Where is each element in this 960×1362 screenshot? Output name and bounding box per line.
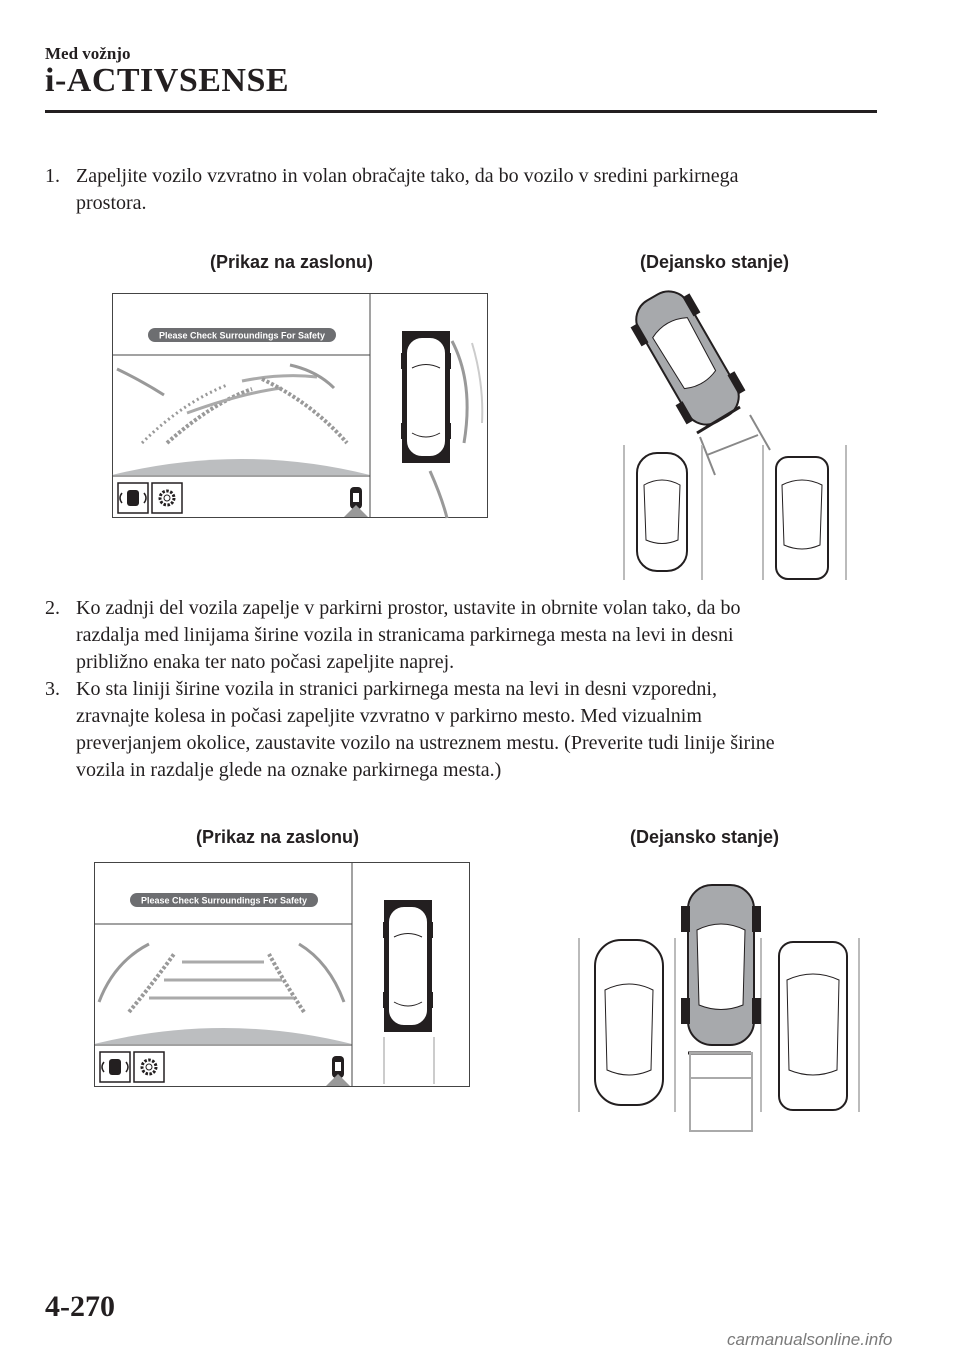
safety-banner: Please Check Surroundings For Safety [158, 330, 326, 341]
header-rule [45, 110, 877, 113]
figure-1-actual-situation [610, 275, 860, 585]
step-number: 2. [45, 597, 60, 619]
figure-2-screen-label: (Prikaz na zaslonu) [196, 827, 360, 847]
figure-1-actual-label: (Dejansko stanje) [640, 252, 790, 272]
step-text: Ko sta liniji širine vozila in stranici parkirnega mesta na levi in desni vzporedni, zravnajte kolesa in počasi zapeljite vzvratno v parkirno mesto. Med vizualnim preverjanjem okolice, zaustavite vozilo na ustreznem mestu. (Preverite tudi linije širine vozila in razdalje glede na oznake parkirnega mesta.) [76, 678, 775, 781]
figure-1-screen-label: (Prikaz na zaslonu) [210, 252, 374, 272]
chapter-title: i-ACTIVSENSE [45, 62, 290, 99]
step-3 [45, 676, 875, 784]
settings-gear-icon [134, 1052, 164, 1082]
parking-sensor-icon [118, 483, 148, 513]
step-text: Zapeljite vozilo vzvratno in volan obračajte tako, da bo vozilo v sredini parkirnega prostora. [76, 165, 739, 214]
settings-gear-icon [152, 483, 182, 513]
safety-banner: Please Check Surroundings For Safety [140, 895, 308, 906]
parking-sensor-icon [100, 1052, 130, 1082]
figure-2-screen-display [94, 862, 470, 1087]
step-1 [45, 163, 875, 217]
step-number: 3. [45, 678, 60, 700]
step-text: Ko zadnji del vozila zapelje v parkirni prostor, ustavite in obrnite volan tako, da bo razdalja med linijama širine vozila in stranicama parkirnega mesta na levi in desni približno enaka ter nato počasi zapeljite naprej. [76, 597, 741, 673]
figure-1-screen-display [112, 293, 488, 518]
step-number: 1. [45, 165, 60, 187]
section-label: Med vožnjo [45, 44, 131, 63]
page-number: 4-270 [45, 1290, 115, 1323]
step-2 [45, 595, 875, 676]
figure-2-actual-label: (Dejansko stanje) [630, 827, 780, 847]
figure-2-actual-situation [575, 880, 865, 1135]
watermark: carmanualsonline.info [727, 1330, 893, 1349]
